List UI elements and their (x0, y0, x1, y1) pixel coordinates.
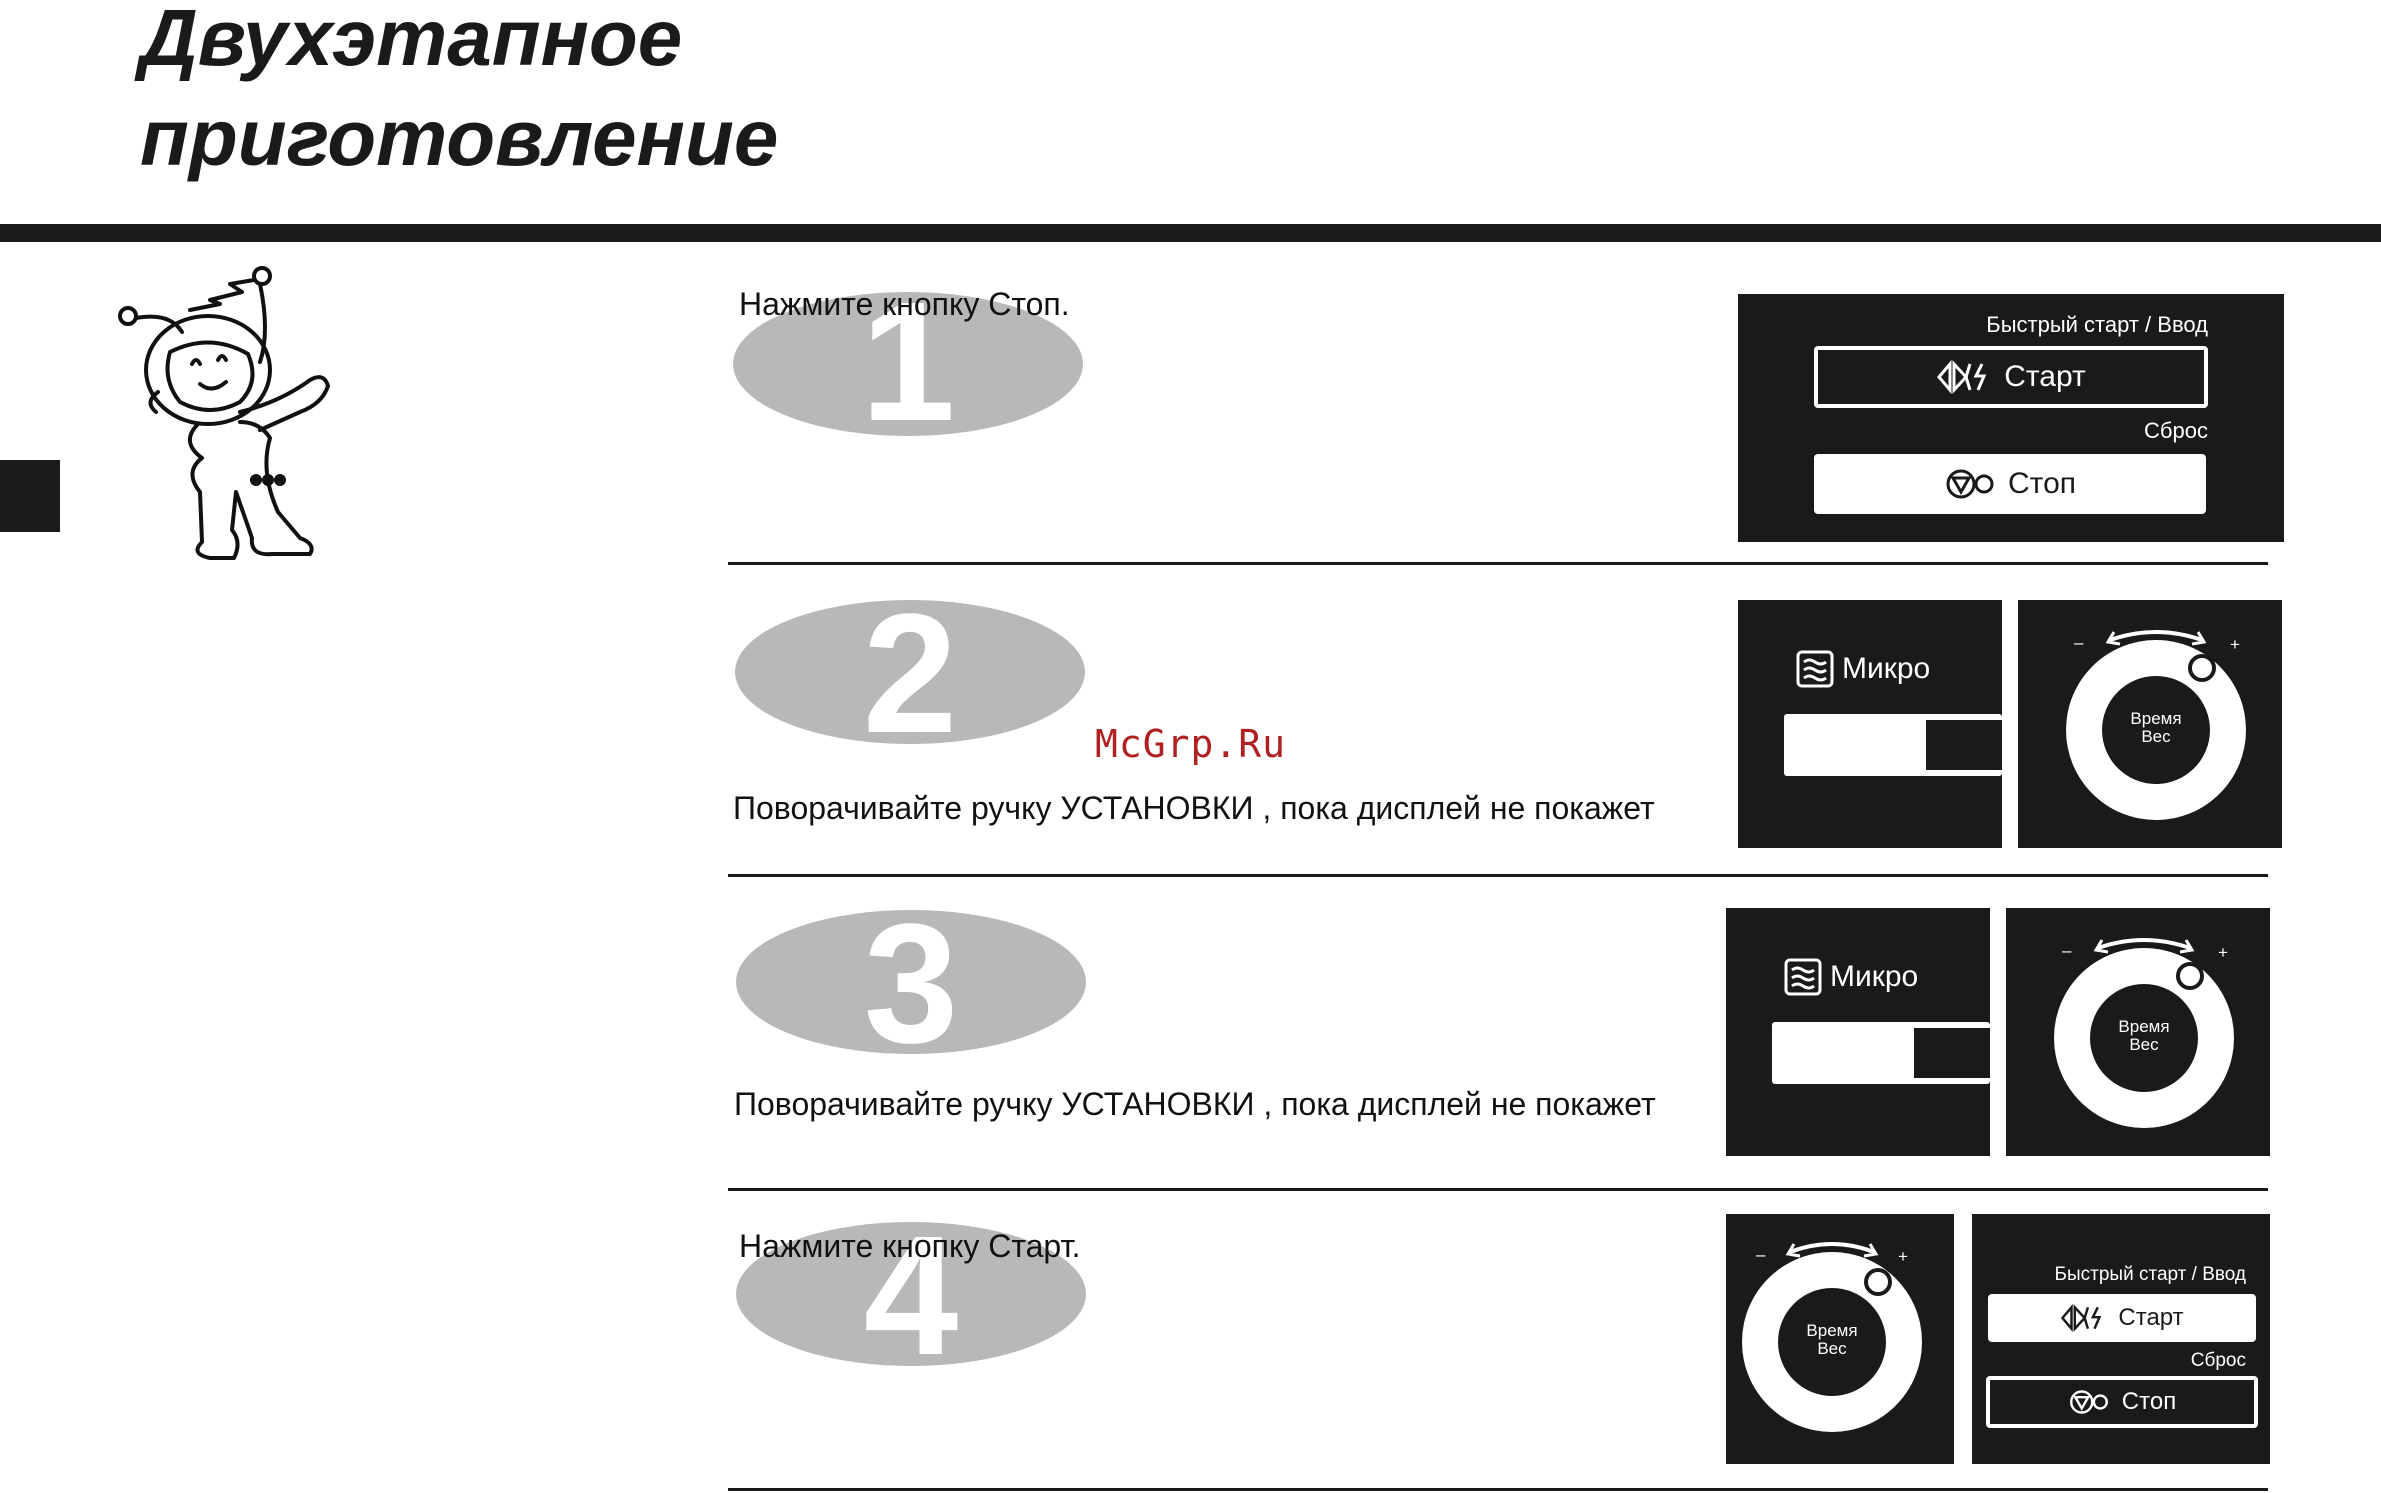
svg-text:2: 2 (862, 600, 958, 745)
start-icon (2060, 1304, 2106, 1332)
svg-text:Время: Время (2118, 1017, 2170, 1036)
svg-text:Вес: Вес (2129, 1035, 2159, 1054)
start-label: Старт (2118, 1304, 2184, 1331)
dial-panel (1726, 1214, 1954, 1464)
svg-text:Время: Время (2130, 709, 2182, 728)
step-separator (728, 1188, 2268, 1191)
step-separator (728, 874, 2268, 877)
svg-text:+: + (2230, 635, 2240, 654)
side-tab-marker (0, 460, 60, 532)
step-3-text: Поворачивайте ручку УСТАНОВКИ , пока дисплей не покажет (734, 1086, 1656, 1122)
svg-text:1: 1 (860, 292, 956, 437)
header-rule (0, 224, 2381, 242)
mascot-robot-icon (110, 262, 370, 572)
svg-text:–: – (2062, 941, 2072, 960)
svg-text:+: + (2218, 943, 2228, 962)
start-icon (1936, 360, 1992, 394)
svg-text:Вес: Вес (1817, 1339, 1847, 1358)
step-separator (728, 1488, 2268, 1491)
page-title-line1: Двухэтапное (140, 0, 683, 82)
svg-text:+: + (1898, 1247, 1908, 1266)
dial-knob-icon[interactable] (2018, 600, 2282, 848)
micro-wave-icon (1784, 958, 1822, 996)
step-2-badge (735, 600, 1085, 745)
micro-mode (1784, 958, 1918, 996)
page-title-line2: приготовление (140, 93, 779, 182)
micro-label: Микро (1842, 652, 1931, 685)
start-stop-panel (1972, 1214, 2270, 1464)
step-4-text: Нажмите кнопку Старт. (739, 1228, 1081, 1264)
dial-knob-icon[interactable] (2006, 908, 2270, 1156)
quick-start-label: Быстрый старт / Ввод (2054, 1264, 2246, 1285)
display-segment (1914, 1028, 1990, 1078)
display-segment (1926, 720, 2002, 770)
stop-label: Стоп (2008, 467, 2076, 500)
step-1-text: Нажмите кнопку Стоп. (739, 286, 1070, 322)
dial-knob-icon[interactable] (1726, 1214, 1954, 1464)
svg-text:–: – (2074, 633, 2084, 652)
dial-panel (2006, 908, 2270, 1156)
micro-mode (1796, 650, 1930, 688)
dial-panel (2018, 600, 2282, 848)
reset-label: Сброс (2190, 1350, 2246, 1371)
stop-icon (2068, 1388, 2110, 1416)
step-2-text: Поворачивайте ручку УСТАНОВКИ , пока дисплей не покажет (733, 790, 1655, 826)
stop-label: Стоп (2121, 1388, 2177, 1415)
svg-text:3: 3 (863, 910, 959, 1055)
svg-text:Вес: Вес (2141, 727, 2171, 746)
svg-text:4: 4 (863, 1222, 959, 1367)
quick-start-label: Быстрый старт / Ввод (1986, 312, 2208, 337)
svg-text:Время: Время (1806, 1321, 1858, 1340)
step-3-badge (736, 910, 1086, 1055)
svg-text:–: – (1756, 1245, 1766, 1264)
watermark: McGrp.Ru (1095, 722, 1287, 766)
micro-label: Микро (1830, 960, 1919, 993)
stop-button[interactable] (1814, 454, 2206, 514)
start-button[interactable] (1988, 1294, 2256, 1342)
start-button[interactable] (1814, 346, 2208, 408)
page-title (140, 0, 778, 188)
micro-display-panel (1738, 600, 2002, 848)
reset-label: Сброс (2144, 418, 2208, 443)
stop-button[interactable] (1986, 1376, 2258, 1428)
step-separator (728, 562, 2268, 565)
micro-display-panel (1726, 908, 1990, 1156)
start-stop-panel (1738, 294, 2284, 542)
stop-icon (1944, 467, 1996, 501)
start-label: Старт (2004, 360, 2086, 393)
micro-wave-icon (1796, 650, 1834, 688)
